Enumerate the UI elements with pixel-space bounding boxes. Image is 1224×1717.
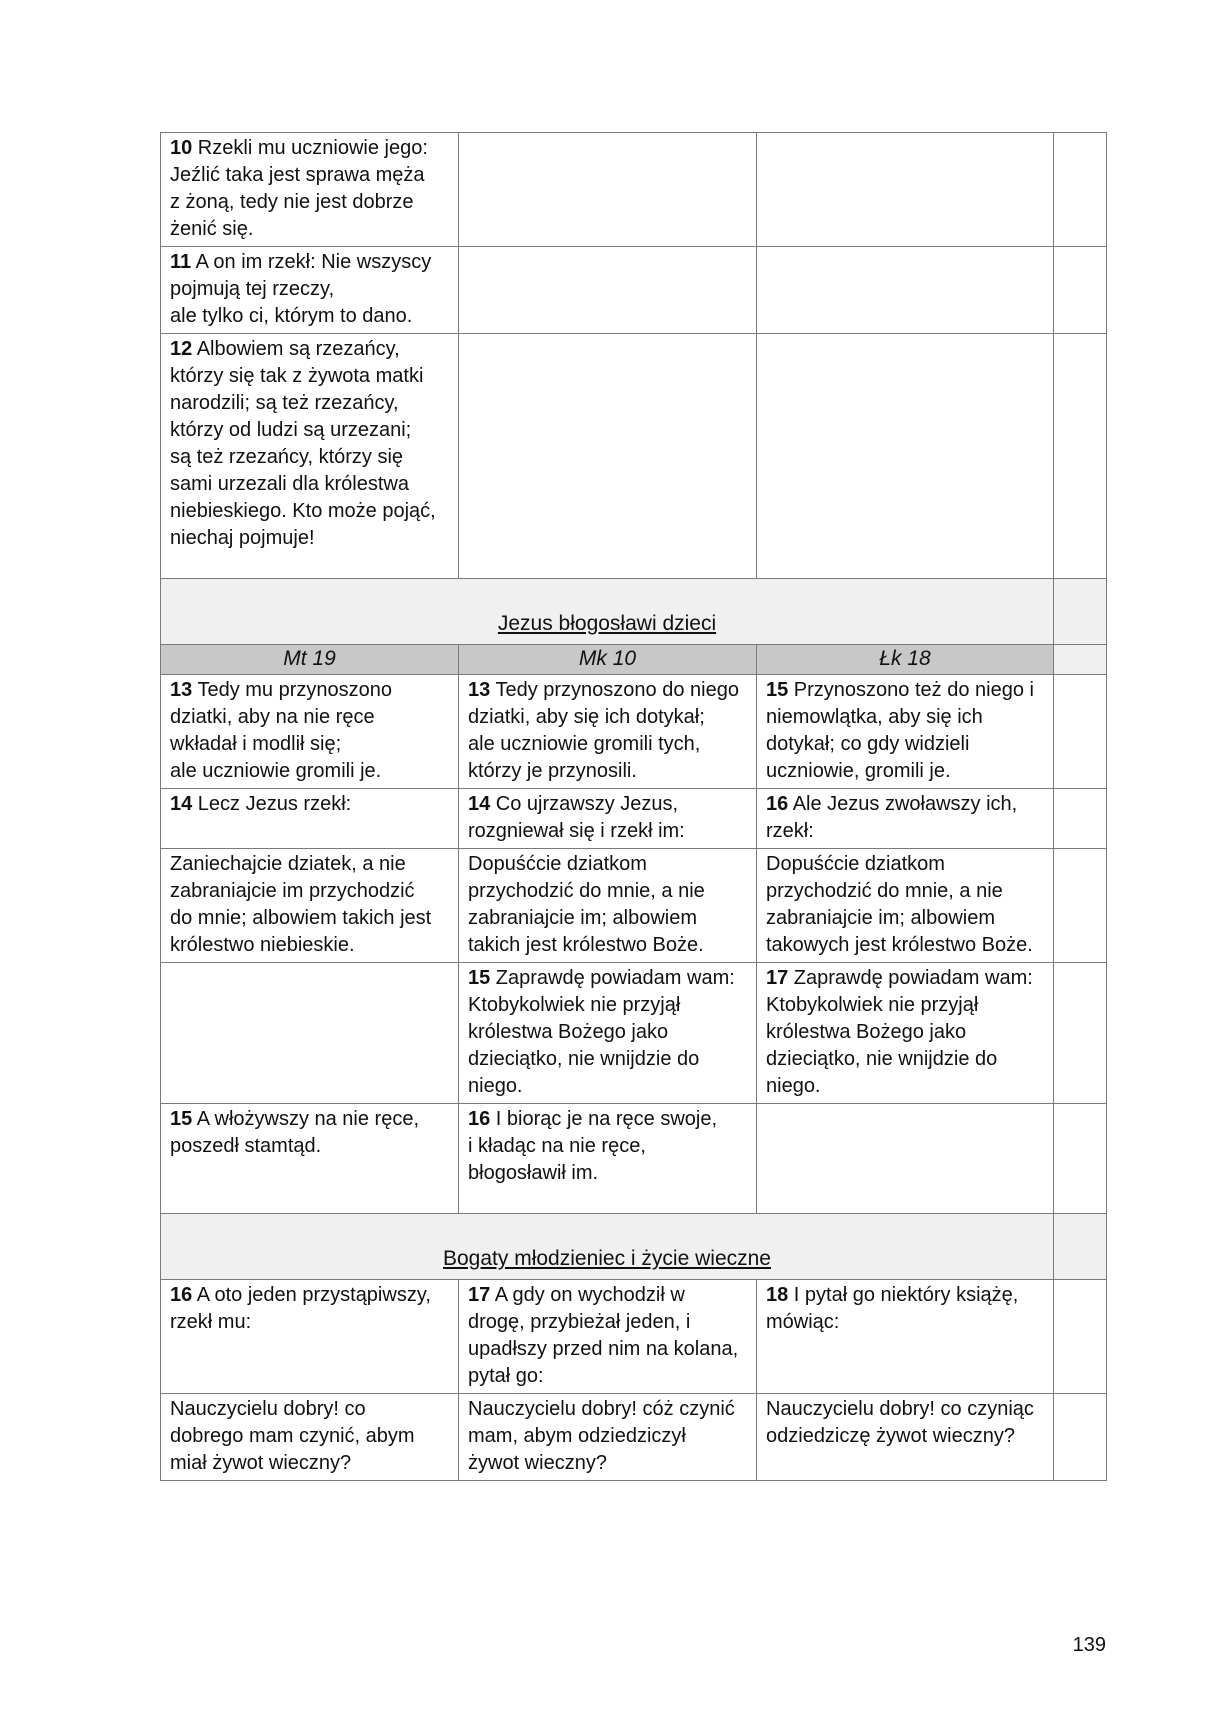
side-column-cell [1054,963,1107,1104]
column-header-mk: Mk 10 [459,645,757,675]
verse-number: 15 [766,679,789,701]
side-column-cell [1054,1280,1107,1394]
verse-text: Nauczycielu dobry! cóż czynić mam, abym odziedziczył żywot wieczny? [468,1398,735,1474]
verse-number: 12 [170,338,193,360]
mk-cell [459,675,757,789]
verse-number: 17 [766,967,789,989]
side-column-cell [1054,579,1107,645]
verse-number: 18 [766,1284,789,1306]
verse-text: A gdy on wychodził w drogę, przybieżał jeden, i upadłszy przed nim na kolana, pytał go: [468,1284,739,1387]
lk-cell [757,849,1054,963]
verse-text: A oto jeden przystąpiwszy, rzekł mu: [170,1284,431,1333]
side-column-cell [1054,645,1107,675]
side-column-cell [1054,675,1107,789]
verse-text: Rzekli mu uczniowie jego: Jeźlić taka jest sprawa męża z żoną, tedy nie jest dobrze żenić się. [170,137,428,240]
section-title-cell [161,579,1054,645]
column-header-row [161,645,1107,675]
table-row [161,963,1107,1104]
verse-number: 17 [468,1284,491,1306]
section-title: Bogaty młodzieniec i życie wieczne [443,1247,771,1270]
mt-cell [161,334,459,579]
lk-cell [757,133,1054,247]
synopsis-table [160,132,1107,1481]
table-row [161,1394,1107,1481]
column-header-lk: Łk 18 [757,645,1054,675]
verse-text: A on im rzekł: Nie wszyscy pojmują tej rzeczy, ale tylko ci, którym to dano. [170,251,432,327]
mk-cell [459,1394,757,1481]
verse-number: 14 [170,793,193,815]
verse-text: Tedy przynoszono do niego dziatki, aby się ich dotykał; ale uczniowie gromili tych, którzy je przynosili. [468,679,739,782]
verse-text: Nauczycielu dobry! co dobrego mam czynić, abym miał żywot wieczny? [170,1398,415,1474]
mt-cell [161,1280,459,1394]
column-header-mt: Mt 19 [161,645,459,675]
mk-cell [459,849,757,963]
mt-cell [161,1104,459,1214]
verse-number: 10 [170,137,193,159]
mk-cell [459,963,757,1104]
verse-text: Ale Jezus zwoławszy ich, rzekł: [766,793,1018,842]
table-row [161,849,1107,963]
side-column-cell [1054,133,1107,247]
verse-text: Zaprawdę powiadam wam: Ktobykolwiek nie przyjął królestwa Bożego jako dzieciątko, nie wnijdzie do niego. [468,967,735,1097]
side-column-cell [1054,247,1107,334]
verse-number: 11 [170,251,192,273]
table-row [161,675,1107,789]
verse-text: Lecz Jezus rzekł: [192,793,352,815]
section-title: Jezus błogosławi dzieci [497,612,717,635]
verse-text: Tedy mu przynoszono dziatki, aby na nie ręce wkładał i modlił się; ale uczniowie gromili je. [170,679,392,782]
table-row [161,334,1107,579]
mk-cell [459,1280,757,1394]
mt-cell [161,963,459,1104]
lk-cell [757,789,1054,849]
verse-number: 16 [468,1108,491,1130]
verse-number: 15 [170,1108,193,1130]
mt-cell [161,849,459,963]
verse-text: Przynoszono też do niego i niemowlątka, aby się ich dotykał; co gdy widzieli uczniowie, gromili je. [766,679,1034,782]
mk-cell [459,133,757,247]
mk-cell [459,247,757,334]
mt-cell [161,789,459,849]
mt-cell [161,247,459,334]
mk-cell [459,1104,757,1214]
mt-cell [161,675,459,789]
verse-text: Zaprawdę powiadam wam: Ktobykolwiek nie przyjął królestwa Bożego jako dzieciątko, nie wnijdzie do niego. [766,967,1033,1097]
side-column-cell [1054,1394,1107,1481]
mk-cell [459,789,757,849]
lk-cell [757,1394,1054,1481]
verse-number: 16 [766,793,789,815]
verse-number: 16 [170,1284,193,1306]
side-column-cell [1054,1214,1107,1280]
verse-text: Co ujrzawszy Jezus, rozgniewał się i rzekł im: [468,793,685,842]
verse-text: I pytał go niektóry książę, mówiąc: [766,1284,1019,1333]
verse-text: I biorąc je na ręce swoje, i kładąc na nie ręce, błogosławił im. [468,1108,718,1184]
verse-number: 13 [170,679,193,701]
verse-text: Dopuśćcie dziatkom przychodzić do mnie, a nie zabraniajcie im; albowiem takowych jest królestwo Boże. [766,853,1033,956]
table-row [161,1104,1107,1214]
side-column-cell [1054,789,1107,849]
mt-cell [161,133,459,247]
table-row [161,247,1107,334]
verse-text: Zaniechajcie dziatek, a nie zabraniajcie im przychodzić do mnie; albowiem takich jest królestwo niebieskie. [170,853,432,956]
lk-cell [757,1280,1054,1394]
verse-text: Albowiem są rzezańcy, którzy się tak z żywota matki narodzili; są też rzezańcy, którzy od ludzi są urzezani; są też rzezańcy, którzy się sami urzezali dla królestwa niebieskiego. Kto może pojąć, niechaj pojmuje! [170,338,436,549]
lk-cell [757,675,1054,789]
verse-text: Nauczycielu dobry! co czyniąc odziedziczę żywot wieczny? [766,1398,1034,1447]
lk-cell [757,247,1054,334]
lk-cell [757,1104,1054,1214]
mt-cell [161,1394,459,1481]
section-title-cell [161,1214,1054,1280]
verse-text: Dopuśćcie dziatkom przychodzić do mnie, a nie zabraniajcie im; albowiem takich jest królestwo Boże. [468,853,705,956]
page-number: 139 [1072,1634,1106,1656]
verse-number: 13 [468,679,491,701]
lk-cell [757,334,1054,579]
side-column-cell [1054,849,1107,963]
verse-number: 14 [468,793,491,815]
section-header-row [161,1214,1107,1280]
side-column-cell [1054,1104,1107,1214]
table-row [161,789,1107,849]
verse-number: 15 [468,967,491,989]
mk-cell [459,334,757,579]
table-row [161,1280,1107,1394]
side-column-cell [1054,334,1107,579]
lk-cell [757,963,1054,1104]
section-header-row [161,579,1107,645]
table-row [161,133,1107,247]
verse-text: A włożywszy na nie ręce, poszedł stamtąd. [170,1108,420,1157]
